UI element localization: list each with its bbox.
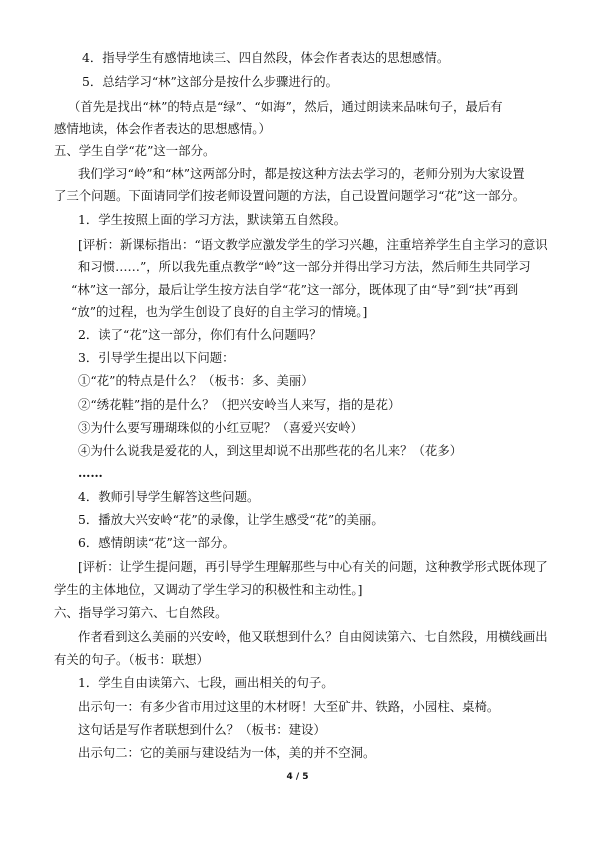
commentary-line: “放”的过程，也为学生创设了良好的自主学习的情境。] xyxy=(71,304,368,319)
commentary-line: “林”这一部分，最后让学生按方法自学“花”这一部分，既体现了由“导”到“扶”再到 xyxy=(71,282,519,297)
text-line: 出示句二：它的美丽与建设结为一体，美的并不空洞。 xyxy=(78,745,376,760)
text-line: 有关的句子。（板书：联想） xyxy=(54,652,209,667)
question-item: ③为什么要写珊瑚珠似的小红豆呢？（喜爱兴安岭） xyxy=(78,420,363,435)
ellipsis-line: …… xyxy=(78,465,103,480)
text-line: 2．读了“花”这一部分，你们有什么问题吗？ xyxy=(78,327,322,342)
text-line: 4．教师引导学生解答这些问题。 xyxy=(78,489,260,504)
text-line: 3．引导学生提出以下问题： xyxy=(78,350,235,365)
commentary-line: 学生的主体地位，又调动了学生学习的积极性和主动性。] xyxy=(54,582,363,597)
text-line: 了三个问题。下面请同学们按老师设置问题的方法，自己设置问题学习“花”这一部分。 xyxy=(54,188,526,203)
commentary-line: [评析：让学生提问题，再引导学生理解那些与中心有关的问题，这种教学形式既体现了 xyxy=(78,560,548,574)
text-line: （首先是找出“林”的特点是“绿”、“如海”，然后，通过朗读来品味句子，最后有 xyxy=(68,99,503,114)
question-item: ①“花”的特点是什么？（板书：多、美丽） xyxy=(78,373,314,388)
text-line: 这句话是写作者联想到什么？（板书：建设） xyxy=(78,722,326,737)
text-line: 5．总结学习“林”这部分是按什么步骤进行的。 xyxy=(82,74,338,89)
question-item: ②“绣花鞋”指的是什么？（把兴安岭当人来写，指的是花） xyxy=(78,397,401,412)
commentary-line: 和习惯……”，所以我先重点教学“岭”这一部分并得出学习方法，然后师生共同学习 xyxy=(78,259,531,274)
text-line: 出示句一：有多少省市用过这里的木材呀！大至矿井、铁路，小园柱、桌椅。 xyxy=(78,699,500,714)
text-line: 我们学习“岭”和“林”这两部分时，都是按这种方法去学习的，老师分别为大家设置 xyxy=(78,166,525,181)
text-line: 感情地读，体会作者表达的思想感情。） xyxy=(54,121,271,136)
text-line: 4．指导学生有感情地读三、四自然段，体会作者表达的思想感情。 xyxy=(82,50,450,65)
text-line: 5．播放大兴安岭“花”的录像，让学生感受“花”的美丽。 xyxy=(78,512,384,527)
commentary-line: [评析：新课标指出：“语文教学应激发学生的学习兴趣，注重培养学生自主学习的意识 xyxy=(78,237,548,252)
page-number: 4 / 5 xyxy=(286,772,309,782)
text-line: 作者看到这么美丽的兴安岭，他又联想到什么？自由阅读第六、七自然段，用横线画出 xyxy=(78,630,548,644)
section-heading: 五、学生自学“花”这一部分。 xyxy=(54,143,216,158)
text-line: 1．学生按照上面的学习方法，默读第五自然段。 xyxy=(78,212,347,227)
question-item: ④为什么说我是爱花的人，到这里却说不出那些花的名儿来？（花多） xyxy=(78,443,463,458)
text-line: 1．学生自由读第六、七段，画出相关的句子。 xyxy=(78,675,334,690)
section-heading: 六、指导学习第六、七自然段。 xyxy=(54,605,228,620)
text-line: 6．感情朗读“花”这一部分。 xyxy=(78,535,235,550)
